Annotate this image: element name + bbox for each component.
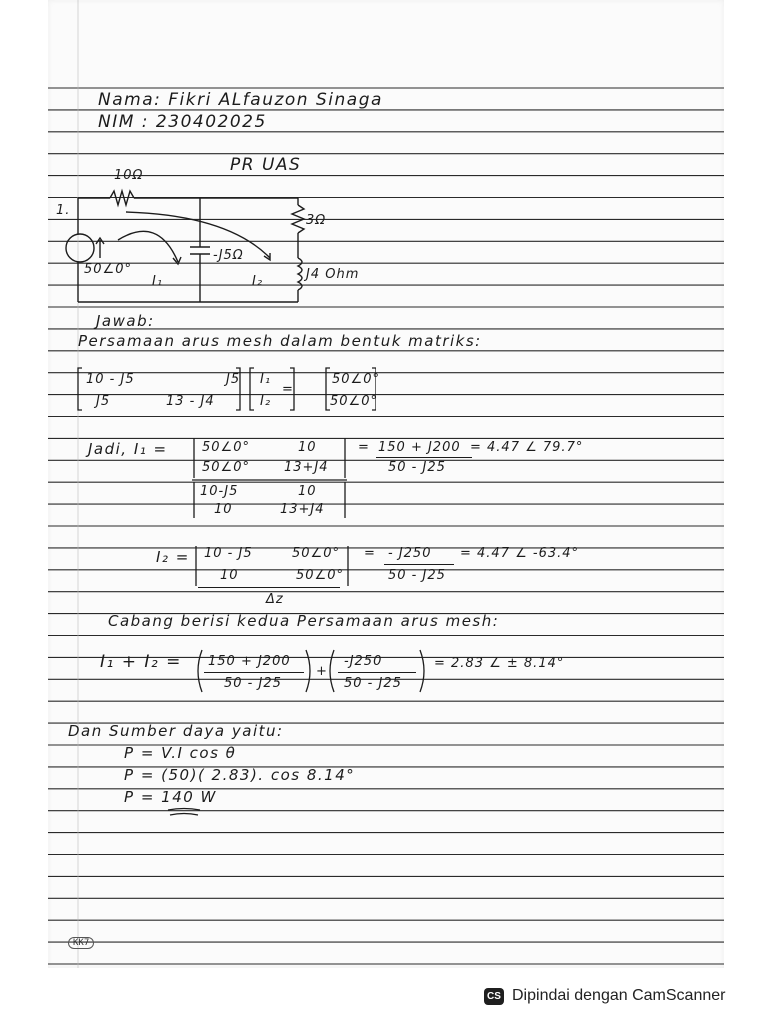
capacitor-label: -J5Ω — [213, 248, 244, 263]
i2-delta: Δz — [266, 592, 284, 607]
matrix-b1: 50∠0° — [332, 372, 380, 387]
i2-eq: = — [364, 546, 376, 561]
source-label: 50∠0° — [84, 262, 132, 277]
student-nim: NIM : 230402025 — [98, 112, 267, 132]
page-marker: KK7 — [68, 937, 94, 949]
i1-den-r1c2: 10 — [298, 484, 317, 499]
i1-frac-num: 150 + J200 — [378, 440, 461, 455]
sum-plus: + — [316, 664, 328, 679]
problem-number: 1. — [56, 203, 71, 218]
camscanner-icon: CS — [484, 988, 504, 1005]
student-name: Nama: Fikri ALfauzon Sinaga — [98, 90, 383, 110]
branch-text: Cabang berisi kedua Persamaan arus mesh: — [108, 612, 500, 630]
power-formula: P = V.I cos θ — [124, 744, 237, 762]
i1-den-r2c1: 10 — [214, 502, 233, 517]
matrix-a22: 13 - J4 — [166, 394, 215, 409]
matrix-b2: 50∠0° — [330, 394, 378, 409]
mesh2-label: I₂ — [252, 274, 264, 289]
matrix-intro: Persamaan arus mesh dalam bentuk matriks: — [78, 332, 482, 350]
sum-f1-den: 50 - J25 — [224, 676, 282, 691]
mesh1-label: I₁ — [152, 274, 164, 289]
i1-den-r1c1: 10-J5 — [200, 484, 239, 499]
sum-f1-num: 150 + J200 — [208, 654, 291, 669]
i1-num-r1c1: 50∠0° — [202, 440, 250, 455]
i2-r2c1: 10 — [220, 568, 239, 583]
i2-result: = 4.47 ∠ -63.4° — [460, 546, 580, 561]
jawab-label: Jawab: — [96, 312, 155, 330]
camscanner-watermark — [484, 987, 725, 1005]
matrix-x2: I₂ — [260, 394, 272, 409]
i2-frac-num: - J250 — [388, 546, 432, 561]
i1-frac-den: 50 - J25 — [388, 460, 446, 475]
matrix-equals: = — [282, 382, 294, 397]
notebook-page — [48, 0, 724, 968]
i1-label: Jadi, I₁ = — [88, 440, 168, 458]
i1-den-r2c2: 13+J4 — [280, 502, 325, 517]
i2-frac-bar — [384, 564, 454, 565]
i1-num-r1c2: 10 — [298, 440, 317, 455]
power-intro: Dan Sumber daya yaitu: — [68, 722, 284, 740]
matrix-a21: J5 — [96, 394, 111, 409]
i1-frac-bar — [376, 457, 472, 458]
i1-result: = 4.47 ∠ 79.7° — [470, 440, 584, 455]
circuit-diagram — [48, 0, 724, 320]
i2-r2c2: 50∠0° — [296, 568, 344, 583]
i1-num-r2c1: 50∠0° — [202, 460, 250, 475]
matrix-a12: J5 — [226, 372, 241, 387]
i2-frac-den: 50 - J25 — [388, 568, 446, 583]
i1-num-r2c2: 13+J4 — [284, 460, 329, 475]
i2-det-bar — [198, 587, 340, 588]
sum-f2-num: -J250 — [344, 654, 383, 669]
i2-r1c1: 10 - J5 — [204, 546, 253, 561]
matrix-a11: 10 - J5 — [86, 372, 135, 387]
inductor-label: J4 Ohm — [306, 267, 360, 282]
sum-f1-bar — [204, 672, 304, 673]
i2-r1c2: 50∠0° — [292, 546, 340, 561]
i1-eq: = — [358, 440, 370, 455]
camscanner-text: Dipindai dengan CamScanner — [512, 987, 726, 1004]
sum-label: I₁ + I₂ = — [100, 652, 182, 672]
i2-label: I₂ = — [156, 548, 190, 566]
page-title: PR UAS — [230, 155, 302, 175]
power-substitution: P = (50)( 2.83). cos 8.14° — [124, 766, 356, 784]
power-result: P = 140 W — [124, 788, 217, 806]
sum-f2-bar — [338, 672, 416, 673]
resistor-10-label: 10Ω — [114, 168, 144, 183]
resistor-3-label: 3Ω — [306, 213, 327, 228]
sum-result: = 2.83 ∠ ± 8.14° — [434, 656, 565, 671]
matrix-x1: I₁ — [260, 372, 272, 387]
sum-f2-den: 50 - J25 — [344, 676, 402, 691]
result-underline — [166, 806, 206, 818]
